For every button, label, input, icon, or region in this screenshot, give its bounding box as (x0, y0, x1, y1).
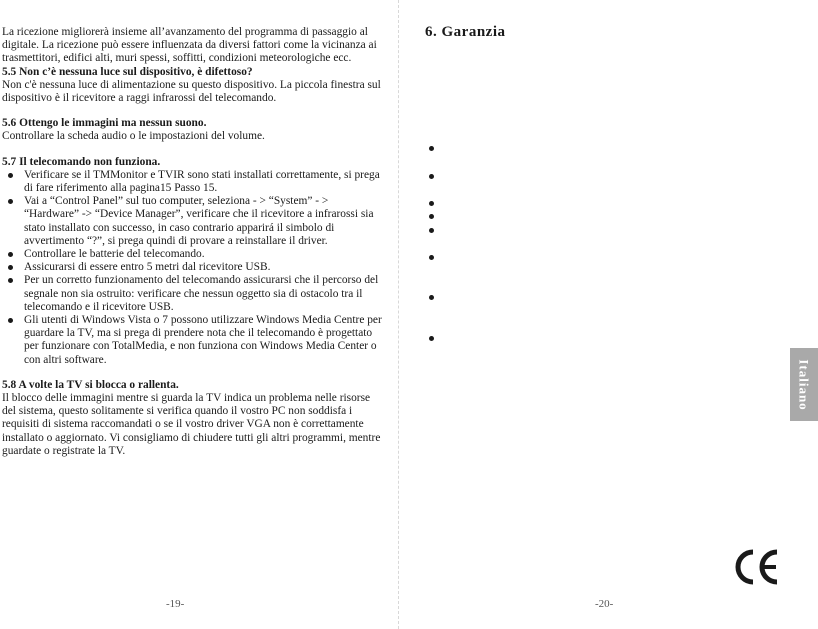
section-5-7 (2, 156, 382, 367)
list-item: Controllare le batterie del telecomando. (2, 248, 382, 261)
section-5-8 (2, 379, 382, 458)
section-5-5 (2, 66, 382, 106)
section-5-8-title: 5.8 A volte la TV si blocca o rallenta. (2, 378, 179, 391)
bullet-dot (429, 295, 434, 300)
page-number-left: -19- (166, 598, 185, 610)
bullet-dot (429, 255, 434, 260)
bullet-dot (429, 174, 434, 179)
bullet-dot (429, 336, 434, 341)
left-page (0, 0, 396, 629)
section-5-6-title: 5.6 Ottengo le immagini ma nessun suono. (2, 117, 207, 130)
section-5-6-body: Controllare la scheda audio o le impostazioni del volume. (2, 130, 265, 143)
bullet-dot (429, 146, 434, 151)
ce-mark-icon (733, 547, 781, 587)
list-item: Vai a “Control Panel” sul tuo computer, seleziona - > “System” - > “Hardware” -> “Device Manager”, verificare che il ricevitore a infrarossi sia stato installato con successo, in caso contrario apparirá il simbolo di avvertimento “?”, si prega quindi di provare a reinstallare il driver. (2, 195, 382, 248)
section-5-5-title: 5.5 Non c’è nessuna luce sul dispositivo, è difettoso? (2, 65, 253, 78)
list-item: Per un corretto funzionamento del telecomando assicurarsi che il percorso del segnale non sia ostruito: verificare che nessun oggetto sia di ostacolo tra il telecomando e il ricevitore USB. (2, 274, 382, 314)
bullet-dot (429, 201, 434, 206)
section-5-7-title: 5.7 Il telecomando non funziona. (2, 155, 161, 168)
list-item: Gli utenti di Windows Vista o 7 possono utilizzare Windows Media Centre per guardare la TV, ma si prega di prendere nota che il telecomando è progettato per funzionare con TotalMedia, e non funziona con Windows Media Center o con altri software. (2, 314, 382, 367)
section-5-6 (2, 117, 382, 143)
language-tab (790, 348, 818, 421)
language-tab-label: Italiano (797, 358, 812, 411)
page-number-right: -20- (595, 598, 614, 610)
warranty-title: 6. Garanzia (425, 24, 506, 40)
list-item: Assicurarsi di essere entro 5 metri dal ricevitore USB. (2, 261, 382, 274)
left-page-content (2, 26, 382, 470)
bullet-dot (429, 214, 434, 219)
section-5-8-body: Il blocco delle immagini mentre si guarda la TV indica un problema nelle risorse del sistema, questo solitamente si verifica quando il vostro PC non soddisfa i requisiti di sistema raccomandati o se il vostro driver VGA non è correttamente installato o aggiornato. Vi consigliamo di chiudere tutti gli altri programmi, mentre guardate o registrate la TV. (2, 392, 381, 457)
bullet-dot (429, 228, 434, 233)
right-page (398, 0, 818, 629)
intro-paragraph: La ricezione migliorerà insieme all’avanzamento del programma di passaggio al digitale. La ricezione può essere influenzata da diversi fattori come la vicinanza ai trasmettitori, edifici alti, muri spessi, soffitti, condizioni meteorologiche ecc. (2, 26, 377, 65)
remote-troubleshooting-list (2, 169, 382, 367)
list-item: Verificare se il TMMonitor e TVIR sono stati installati correttamente, si prega di fare riferimento alla pagina15 Passo 15. (2, 169, 382, 195)
section-5-5-body: Non c'è nessuna luce di alimentazione su questo dispositivo. La piccola finestra sul dispositivo è il ricevitore a raggi infrarossi del telecomando. (2, 78, 381, 105)
